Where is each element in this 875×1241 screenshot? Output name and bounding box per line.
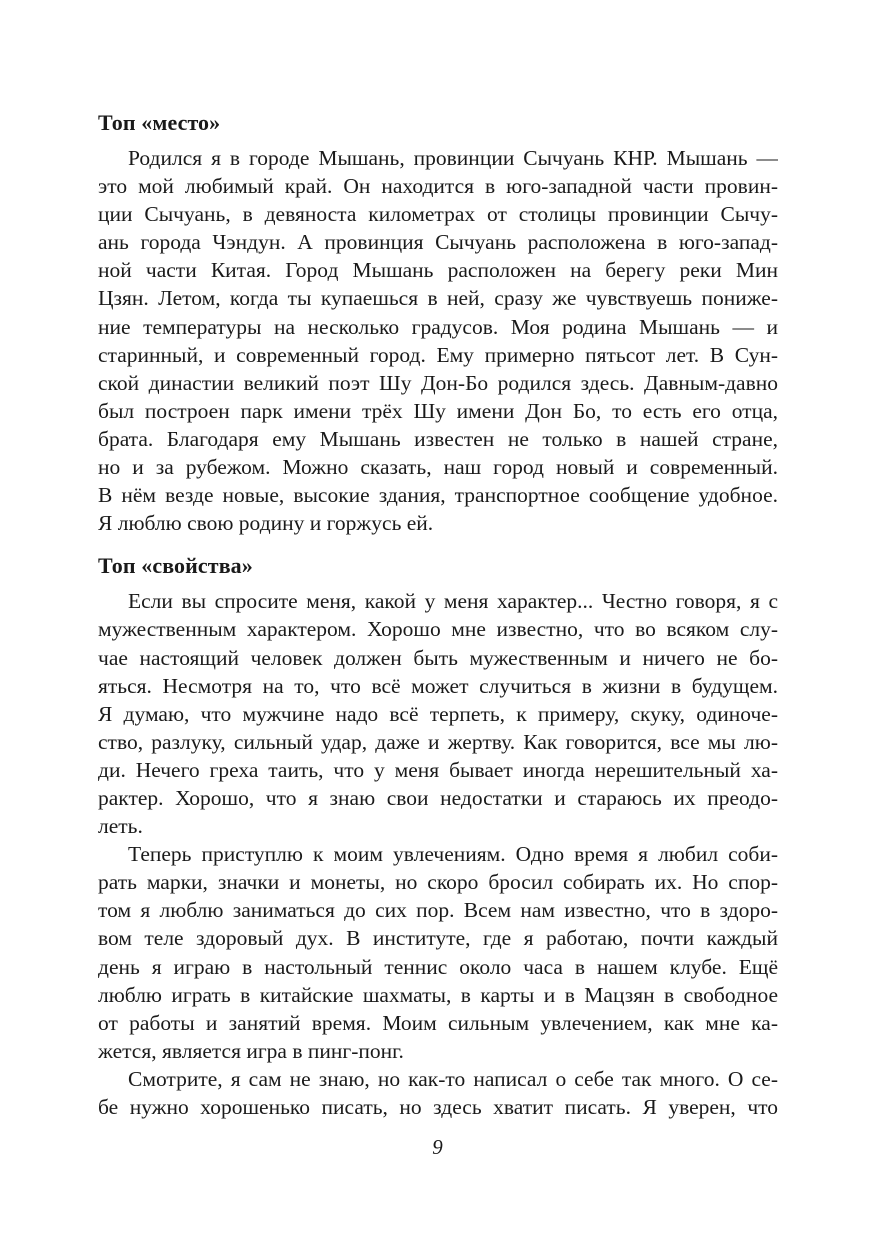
section-heading-place: Топ «место» bbox=[98, 110, 221, 135]
text-line: был построен парк имени трёх Шу имени Дон Бо, то есть его отца, bbox=[98, 398, 778, 423]
page-number: 9 bbox=[432, 1135, 443, 1159]
text-line: люблю играть в китайские шахматы, в карты и в Мацзян в свободное bbox=[98, 982, 778, 1007]
text-line: Я люблю свою родину и горжусь ей. bbox=[98, 511, 434, 536]
text-line: ди. Нечего греха таить, что у меня бывает иногда нерешительный ха- bbox=[98, 757, 778, 782]
text-line: бе нужно хорошенько писать, но здесь хватит писать. Я уверен, что bbox=[98, 1095, 778, 1119]
text-line: рать марки, значки и монеты, но скоро бросил собирать их. Но спор- bbox=[98, 870, 778, 895]
text-line: В нём везде новые, высокие здания, транспортное сообщение удобное. bbox=[98, 483, 778, 508]
text-line: ской династии великий поэт Шу Дон-Бо родился здесь. Давным-давно bbox=[98, 370, 778, 395]
text-line: мужественным характером. Хорошо мне известно, что во всяком слу- bbox=[98, 617, 778, 642]
text-line: чае настоящий человек должен быть мужественным и ничего не бо- bbox=[98, 645, 778, 670]
text-line: брата. Благодаря ему Мышань известен не только в нашей стране, bbox=[98, 426, 778, 451]
text-line: ство, разлуку, сильный удар, даже и жертву. Как говорится, все мы лю- bbox=[98, 729, 778, 754]
text-line: старинный, и современный город. Ему примерно пятьсот лет. В Сун- bbox=[98, 342, 778, 367]
page-body bbox=[98, 108, 778, 1121]
text-line: Родился я в городе Мышань, провинции Сычуань КНР. Мышань — bbox=[128, 146, 778, 170]
text-line: ной части Китая. Город Мышань расположен на берегу реки Мин bbox=[98, 258, 778, 283]
text-line: ции Сычуань, в девяноста километрах от столицы провинции Сычу- bbox=[98, 202, 778, 227]
text-line: ние температуры на несколько градусов. Моя родина Мышань — и bbox=[98, 314, 778, 339]
text-line: Цзян. Летом, когда ты купаешься в ней, сразу же чувствуешь пониже- bbox=[98, 286, 778, 311]
text-line: Смотрите, я сам не знаю, но как-то написал о себе так много. О се- bbox=[128, 1066, 778, 1091]
paragraph-place bbox=[98, 144, 778, 537]
text-line: день я играю в настольный теннис около часа в нашем клубе. Ещё bbox=[98, 954, 778, 979]
text-line: но и за рубежом. Можно сказать, наш город новый и современный. bbox=[98, 455, 778, 480]
paragraph-character bbox=[98, 587, 778, 840]
text-line: вом теле здоровый дух. В институте, где я работаю, почти каждый bbox=[98, 926, 778, 951]
text-line: Я думаю, что мужчине надо всё терпеть, к примеру, скуку, одиноче- bbox=[98, 701, 778, 726]
section-heading-traits: Топ «свойства» bbox=[98, 553, 253, 579]
text-line: том я люблю заниматься до сих пор. Всем нам известно, что в здоро- bbox=[98, 898, 778, 923]
text-line: это мой любимый край. Он находится в юго-западной части провин- bbox=[98, 174, 778, 199]
text-line: жется, является игра в пинг-понг. bbox=[98, 1038, 404, 1063]
text-line: леть. bbox=[98, 814, 143, 839]
text-line: Если вы спросите меня, какой у меня характер... Честно говоря, я с bbox=[128, 589, 778, 614]
paragraph-hobbies bbox=[98, 840, 778, 1065]
text-line: ань города Чэндун. А провинция Сычуань расположена в юго-запад- bbox=[98, 230, 778, 255]
text-line: рактер. Хорошо, что я знаю свои недостатки и стараюсь их преодо- bbox=[98, 785, 778, 810]
text-line: Теперь приступлю к моим увлечениям. Одно время я любил соби- bbox=[128, 842, 778, 867]
text-line: яться. Несмотря на то, что всё может случиться в жизни в будущем. bbox=[98, 673, 778, 698]
text-line: от работы и занятий время. Моим сильным увлечением, как мне ка- bbox=[98, 1010, 778, 1035]
paragraph-conclusion bbox=[98, 1065, 778, 1121]
